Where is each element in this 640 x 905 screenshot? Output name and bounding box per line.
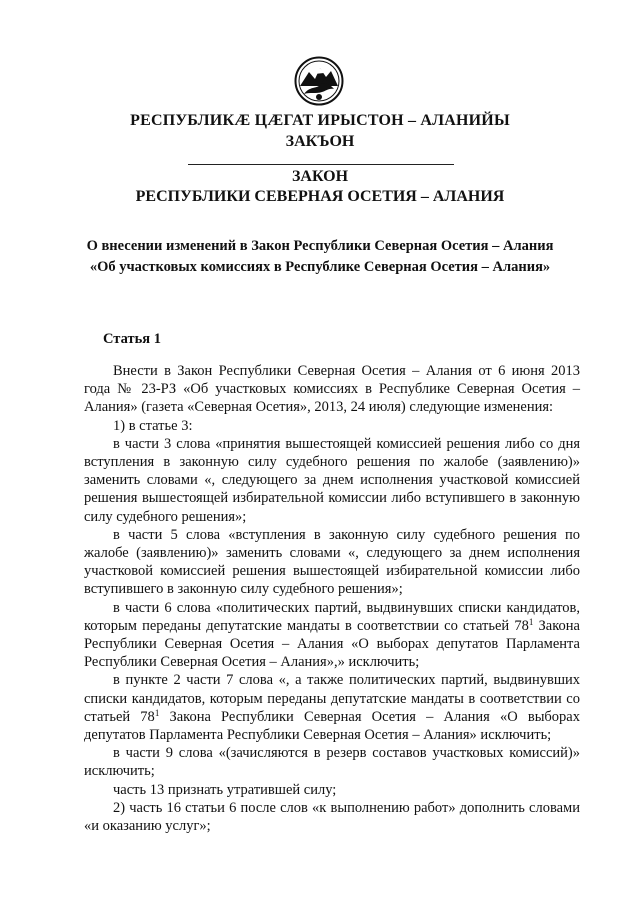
article-paragraph: часть 13 признать утратившей силу;	[113, 781, 337, 798]
article-body	[84, 362, 580, 835]
paragraph-text: в части 6 слова «политических партий, выдвинувших списки кандидатов, которым переданы депутатские мандаты в соответствии со статьей 78	[84, 599, 580, 634]
paragraph-text: Закона Республики Северная Осетия – Алания «О выборах депутатов Парламента Республики Северная Осетия – Алания»,» исключить;	[84, 617, 580, 671]
article-paragraph: в части 5 слова «вступления в законную силу судебного решения по жалобе (заявлению)» заменить словами «, следующего за днем исполнения участковой комиссией решения вышестоящей избирательной комиссии либо вступившего в законную силу судебного решения»;	[84, 526, 580, 598]
header-divider	[188, 164, 454, 165]
superscript: 1	[154, 707, 160, 718]
ossetian-law-title: ЗАКЪОН	[285, 133, 355, 150]
article-item-2: 2) часть 16 статьи 6 после слов «к выполнению работ» дополнить словами «и оказанию услуг»;	[84, 799, 580, 835]
republic-emblem-icon	[294, 56, 344, 106]
paragraph-text: Закона Республики Северная Осетия – Алания «О выборах депутатов Парламента Республики Северная Осетия – Алания» исключить;	[84, 708, 580, 744]
article-paragraph: в части 3 слова «принятия вышестоящей комиссией решения либо со дня вступления в законную силу судебного решения по жалобе (заявлению)» заменить словами «, следующего за днем исполнения участковой комиссией решения вышестоящей избирательной комиссии либо вступившего в законную силу судебного решения»;	[84, 435, 580, 525]
article-paragraph	[84, 599, 580, 672]
document-title-line-1: О внесении изменений в Закон Республики Северная Осетия – Алания	[86, 238, 554, 254]
russian-law-title: ЗАКОН	[291, 168, 349, 185]
article-paragraph: в части 9 слова «(зачисляются в резерв составов участковых комиссий)» исключить;	[84, 745, 580, 780]
superscript: 1	[528, 616, 534, 627]
paragraph-text: в пункте 2 части 7 слова «, а также политических партий, выдвинувших списки кандидатов, которым переданы депутатские мандаты в соответствии со статьей 78	[84, 672, 580, 725]
ossetian-republic-title: РЕСПУБЛИКӔ ЦӔГАТ ИРЫСТОН – АЛАНИЙЫ	[130, 112, 510, 129]
article-intro: Внести в Закон Республики Северная Осетия – Алания от 6 июня 2013 года № 23-РЗ «Об участковых комиссиях в Республике Северная Осетия – Алания» (газета «Северная Осетия», 2013, 24 июля) следующие изменения:	[84, 363, 580, 416]
article-heading: Статья 1	[103, 331, 161, 347]
article-item-1: 1) в статье 3:	[113, 417, 193, 434]
article-paragraph	[84, 671, 580, 744]
russian-republic-title: РЕСПУБЛИКИ СЕВЕРНАЯ ОСЕТИЯ – АЛАНИЯ	[135, 188, 505, 205]
document-title-line-2: «Об участковых комиссиях в Республике Северная Осетия – Алания»	[89, 259, 551, 275]
